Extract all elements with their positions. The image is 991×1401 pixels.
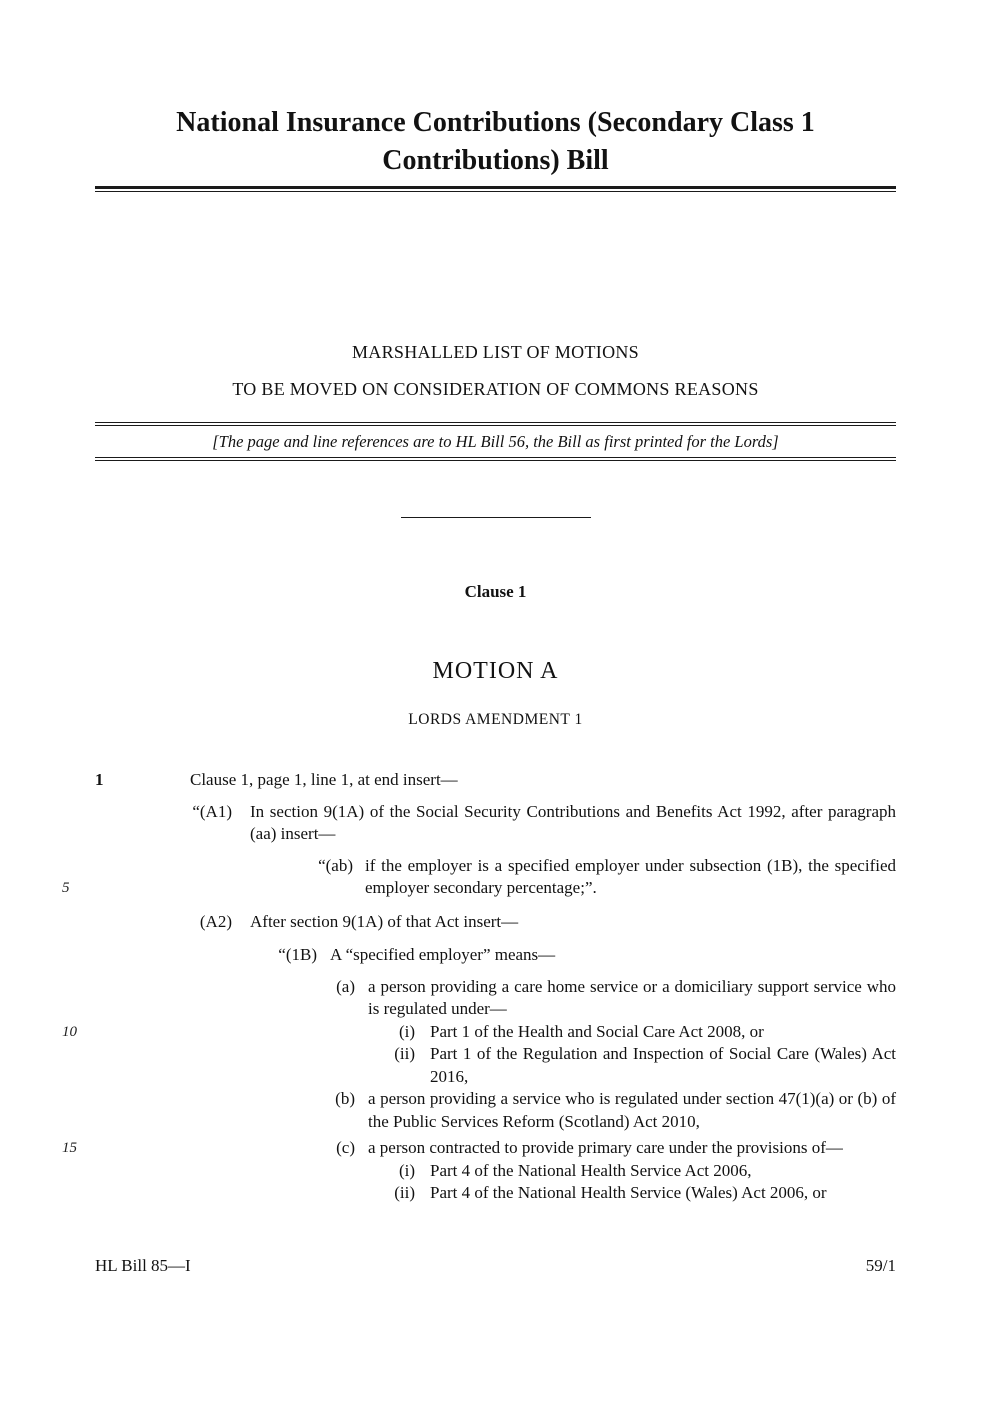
reference-note-bottom-rule (95, 457, 896, 461)
subparagraph-c-i-text: Part 4 of the National Health Service Act 2006, (430, 1160, 752, 1180)
subparagraph-a-i-text: Part 1 of the Health and Social Care Act 2008, or (430, 1021, 764, 1041)
line-number-5: 5 (62, 880, 70, 896)
title-rule (95, 186, 896, 192)
subsection-a2 (95, 911, 896, 934)
page-content (62, 0, 896, 1205)
paragraph-a-label: (a) (336, 976, 355, 996)
subparagraph-c-ii-text: Part 4 of the National Health Service (Wales) Act 2006, or (430, 1183, 827, 1202)
section-separator (401, 517, 591, 518)
document-title: National Insurance Contributions (Secondary Class 1 Contributions) Bill (176, 107, 815, 176)
reference-note: [The page and line references are to HL Bill 56, the Bill as first printed for the Lords] (212, 432, 779, 451)
marshalled-list-heading: MARSHALLED LIST OF MOTIONS (352, 342, 639, 362)
lords-amendment-heading: LORDS AMENDMENT 1 (408, 711, 583, 728)
line-number-15: 15 (62, 1140, 77, 1156)
subparagraph-c-ii-label: (ii) (394, 1183, 415, 1202)
paragraph-c-label: (c) (336, 1138, 355, 1157)
paragraph-b (95, 1088, 896, 1133)
bill-reference: HL Bill 85—I (95, 1256, 191, 1275)
paragraph-ab-text: if the employer is a specified employer under subsection (1B), the specified employer secondary percentage;”. (365, 855, 896, 897)
subparagraph-a-i-label: (i) (398, 1021, 415, 1041)
subparagraph-c-i-label: (i) (398, 1160, 415, 1180)
subsection-a2-label: (A2) (199, 911, 232, 931)
motion-heading: MOTION A (432, 658, 559, 684)
line-number-10: 10 (62, 1023, 77, 1040)
paragraph-c (62, 1137, 896, 1160)
subsection-a2-text: After section 9(1A) of that Act insert— (250, 911, 519, 931)
amendment-lead (95, 769, 896, 792)
subparagraph-c-ii (95, 1182, 896, 1205)
paragraph-a (95, 976, 896, 1021)
paragraph-b-text: a person providing a service who is regulated under section 47(1)(a) or (b) of the Public Services Reform (Scotland) Act 2010, (368, 1089, 896, 1131)
subsection-a1-label: “(A1) (192, 801, 232, 821)
page-reference: 59/1 (865, 1256, 896, 1275)
paragraph-a-text: a person providing a care home service or a domiciliary support service who is regulated under— (368, 976, 896, 1018)
subsection-1b (95, 944, 896, 967)
subparagraph-c-i (95, 1160, 896, 1183)
paragraph-c-text: a person contracted to provide primary care under the provisions of— (368, 1138, 843, 1157)
subsection-a1-text: In section 9(1A) of the Social Security Contributions and Benefits Act 1992, after paragraph (aa) insert— (250, 801, 896, 843)
subsection-1b-label: “(1B) (278, 945, 317, 964)
clause-heading: Clause 1 (464, 582, 527, 601)
paragraph-ab (62, 855, 896, 900)
page-footer (95, 1256, 896, 1276)
subparagraph-a-ii-text: Part 1 of the Regulation and Inspection of Social Care (Wales) Act 2016, (430, 1044, 896, 1086)
amendment-1 (62, 769, 896, 1205)
paragraph-b-label: (b) (335, 1089, 355, 1108)
paragraph-ab-label: “(ab) (318, 855, 353, 875)
amendment-lead-text: Clause 1, page 1, line 1, at end insert— (190, 770, 458, 789)
subsection-a1 (95, 801, 896, 846)
subsection-1b-text: A “specified employer” means— (330, 945, 556, 964)
consideration-heading: TO BE MOVED ON CONSIDERATION OF COMMONS REASONS (232, 379, 759, 399)
subparagraph-a-ii (95, 1043, 896, 1088)
subparagraph-a-i (62, 1021, 896, 1044)
reference-note-box (95, 422, 896, 461)
subparagraph-a-ii-label: (ii) (394, 1044, 415, 1063)
amendment-number: 1 (95, 770, 104, 789)
